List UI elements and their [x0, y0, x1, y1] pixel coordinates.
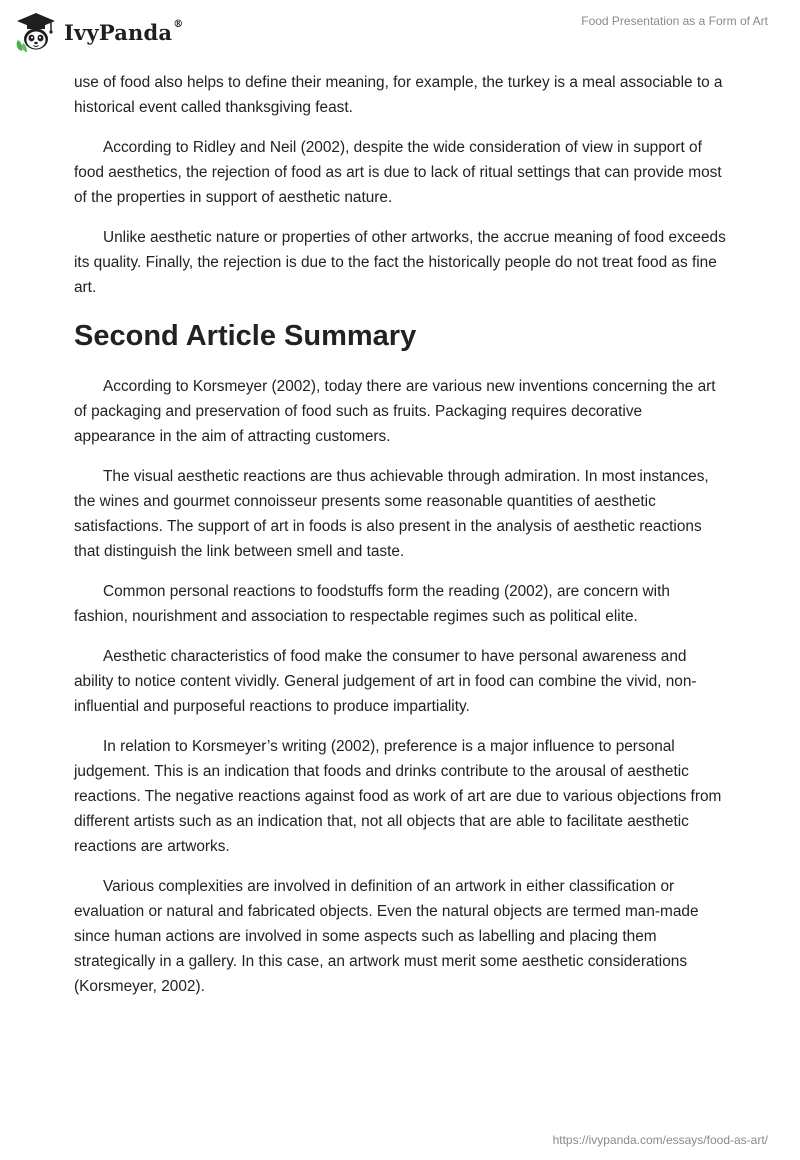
paragraph: According to Korsmeyer (2002), today there are various new inventions concerning the art of packaging and preservation of food such as fruits. Packaging requires decorative appearance in the aim of attracting customers.	[74, 378, 716, 445]
ivypanda-logo[interactable]	[14, 10, 183, 54]
paragraph: Common personal reactions to foodstuffs form the reading (2002), are concern with fashion, nourishment and association to respectable regimes such as political elite.	[74, 583, 670, 625]
brand-name: IvyPanda®	[64, 18, 184, 45]
article-content	[74, 70, 726, 1014]
section-heading: Second Article Summary	[74, 320, 417, 352]
paragraph: According to Ridley and Neil (2002), despite the wide consideration of view in support of food aesthetics, the rejection of food as art is due to lack of ritual settings that can provide most of the properties in support of aesthetic nature.	[74, 139, 722, 206]
paragraph: The visual aesthetic reactions are thus achievable through admiration. In most instances, the wines and gourmet connoisseur presents some reasonable quantities of aesthetic satisfactions. The support of art in foods is also present in the analysis of aesthetic reactions that distinguish the link between smell and taste.	[74, 468, 709, 560]
page-header	[0, 0, 800, 60]
paragraph: use of food also helps to define their meaning, for example, the turkey is a meal associable to a historical event called thanksgiving feast.	[74, 74, 723, 116]
paragraph: Unlike aesthetic nature or properties of other artworks, the accrue meaning of food exceeds its quality. Finally, the rejection is due to the fact the historically people do not treat food as fine art.	[74, 229, 726, 296]
paragraph: Various complexities are involved in definition of an artwork in either classification or evaluation or natural and fabricated objects. Even the natural objects are termed man-made since human actions are involved in some aspects such as labelling and placing them strategically in a gallery. In this case, an artwork must merit some aesthetic considerations (Korsmeyer, 2002).	[74, 878, 699, 995]
panda-graduation-cap-icon	[14, 10, 58, 54]
paragraph: Aesthetic characteristics of food make the consumer to have personal awareness and ability to notice content vividly. General judgement of art in food can combine the vivid, non-influential and purposeful reactions to produce impartiality.	[74, 648, 697, 715]
document-title: Food Presentation as a Form of Art	[581, 14, 768, 28]
source-url[interactable]: https://ivypanda.com/essays/food-as-art/	[552, 1133, 768, 1147]
paragraph: In relation to Korsmeyer’s writing (2002), preference is a major influence to personal judgement. This is an indication that foods and drinks contribute to the arousal of aesthetic reactions. The negative reactions against food as work of art are due to various objections from different artists such as an indication that, not all objects that are able to facilitate aesthetic reactions are artworks.	[74, 738, 722, 855]
